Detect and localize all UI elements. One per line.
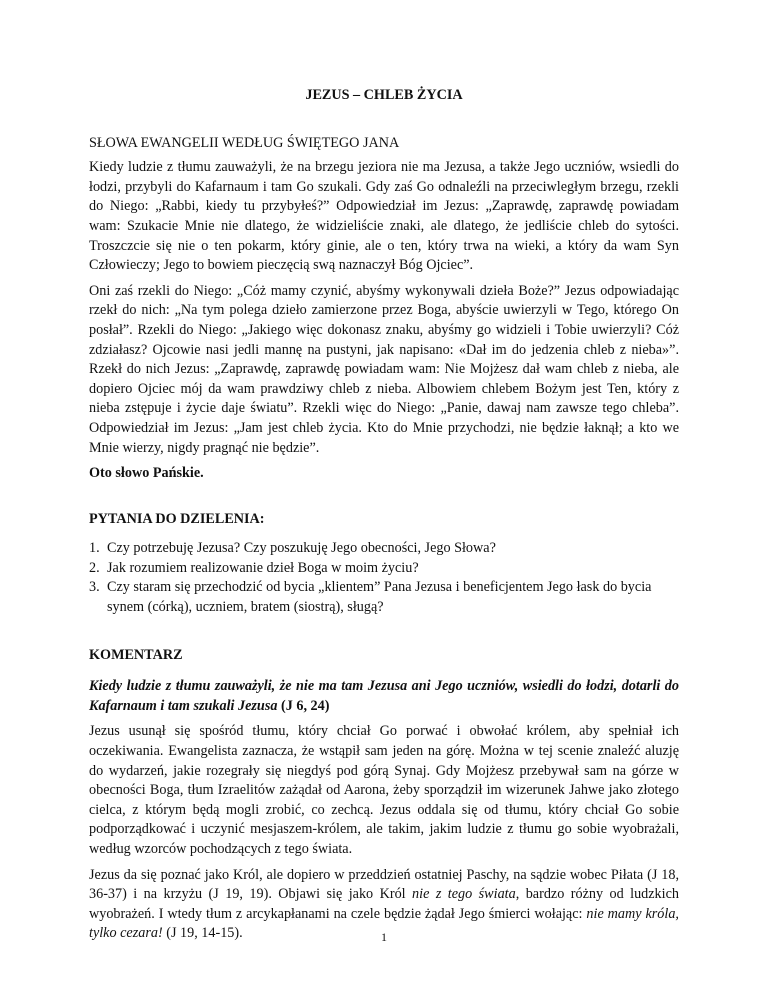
commentary-lead [89, 677, 679, 716]
questions-list [89, 539, 679, 617]
commentary-p2-part-b: , bardzo różny od ludzkich wyobrażeń. I wtedy tłum z arcykapłanami na czele będzie żądał Jego śmierci wołając: [89, 886, 679, 922]
gospel-paragraph-2: Oni zaś rzekli do Niego: „Cóż mamy czynić, abyśmy wykonywali dzieła Boże?” Jezus odpowiadając rzekł do nich: „Na tym polega dzieło zamierzone przez Boga, abyście uwierzyli w Tego, którego On posłał”. Rzekli do Niego: „Jakiego więc dokonasz znaku, abyśmy go widzieli i Tobie uwierzyli? Cóż zdziałasz? Ojcowie nasi jedli mannę na pustyni, jak napisano: «Dał im do jedzenia chleb z nieba»”. Rzekł do nich Jezus: „Zaprawdę, zaprawdę powiadam wam: Nie Mojżesz dał wam chleb z nieba, ale dopiero Ojciec mój da wam prawdziwy chleb z nieba. Albowiem chlebem Bożym jest Ten, który z nieba zstępuje i życie daje światu”. Rzekli więc do Niego: „Panie, dawaj nam zawsze tego chleba”. Odpowiedział im Jezus: „Jam jest chleb życia. Kto do Mnie przychodzi, nie będzie łaknął; a kto we Mnie wierzy, nigdy pragnąć nie będzie”. [89, 282, 679, 456]
commentary-p2-part-a: Jezus da się poznać jako Król, ale dopiero w przeddzień ostatniej Paschy, na sądzie wobec Piłata (J 18, 36-37) i na krzyżu (J 19, 19). Objawi się jako Król [89, 866, 679, 903]
commentary-p2-italic-2: nie mamy króla, tylko cezara! [89, 905, 679, 942]
list-item-text: Jak rozumiem realizowanie dzieł Boga w moim życiu? [107, 559, 419, 576]
commentary-heading: KOMENTARZ [89, 646, 183, 663]
list-item-text: Czy staram się przechodzić od bycia „klientem” Pana Jezusa i beneficjentem Jego łask do bycia synem (córką), uczniem, bratem (siostrą), sługą? [107, 579, 652, 616]
list-item-number: 3. [89, 579, 100, 596]
document-title: JEZUS – CHLEB ŻYCIA [305, 87, 463, 103]
list-item-number: 1. [89, 540, 100, 557]
commentary-lead-text: Kiedy ludzie z tłumu zauważyli, że nie ma tam Jezusa ani Jego uczniów, wsiedli do łodzi, dotarli do Kafarnaum i tam szukali Jezusa [89, 678, 679, 714]
list-item [89, 578, 679, 617]
list-item [89, 559, 679, 579]
list-item-text: Czy potrzebuję Jezusa? Czy poszukuję Jego obecności, Jego Słowa? [107, 540, 496, 557]
gospel-closing: Oto słowo Pańskie. [89, 465, 204, 482]
gospel-heading: SŁOWA EWANGELII WEDŁUG ŚWIĘTEGO JANA [89, 134, 400, 151]
page-number: 1 [381, 930, 387, 944]
commentary-p2-part-c: (J 19, 14-15). [162, 925, 243, 942]
commentary-paragraph-1: Jezus usunął się spośród tłumu, który chciał Go porwać i obwołać królem, aby spełniał ich oczekiwania. Ewangelista zaznacza, że wstąpił sam jeden na górę. Można w tej scenie znaleźć aluzję do wydarzeń, jakie rozegrały się niegdyś pod górą Synaj. Gdy Mojżesz przebywał sam na górze w obecności Boga, tłum Izraelitów zażądał od Aarona, żeby sporządził im wizerunek Jahwe jako złotego cielca, z którym będą mogli zrobić, co zechcą. Jezus oddala się od tłumu, który chciał Go sobie podporządkować i uczynić mesjaszem-królem, ale takim, jakim ludzie z tłumu go sobie wyobrażali, według wzorców pochodzących z tego świata. [89, 723, 679, 857]
list-item-number: 2. [89, 559, 100, 576]
gospel-paragraph-1: Kiedy ludzie z tłumu zauważyli, że na brzegu jeziora nie ma Jezusa, a także Jego uczniów, wsiedli do łodzi, przybyli do Kafarnaum i tam Go szukali. Gdy zaś Go odnaleźli na przeciwległym brzegu, rzekli do Niego: „Rabbi, kiedy tu przybyłeś?” Odpowiedział im Jezus: „Zaprawdę, zaprawdę powiadam wam: Szukacie Mnie nie dlatego, że widzieliście znaki, ale dlatego, że jedliście chleb do sytości. Troszczcie się nie o ten pokarm, który ginie, ale o ten, który trwa na wieki, a który da wam Syn Człowieczy; Jego to bowiem pieczęcią swą naznaczył Bóg Ojciec”. [89, 159, 679, 274]
commentary-lead-reference: (J 6, 24) [277, 697, 330, 714]
list-item [89, 539, 679, 559]
questions-heading: PYTANIA DO DZIELENIA: [89, 510, 265, 527]
document-content [89, 86, 679, 950]
commentary-p2-italic-1: nie z tego świata [412, 886, 516, 903]
